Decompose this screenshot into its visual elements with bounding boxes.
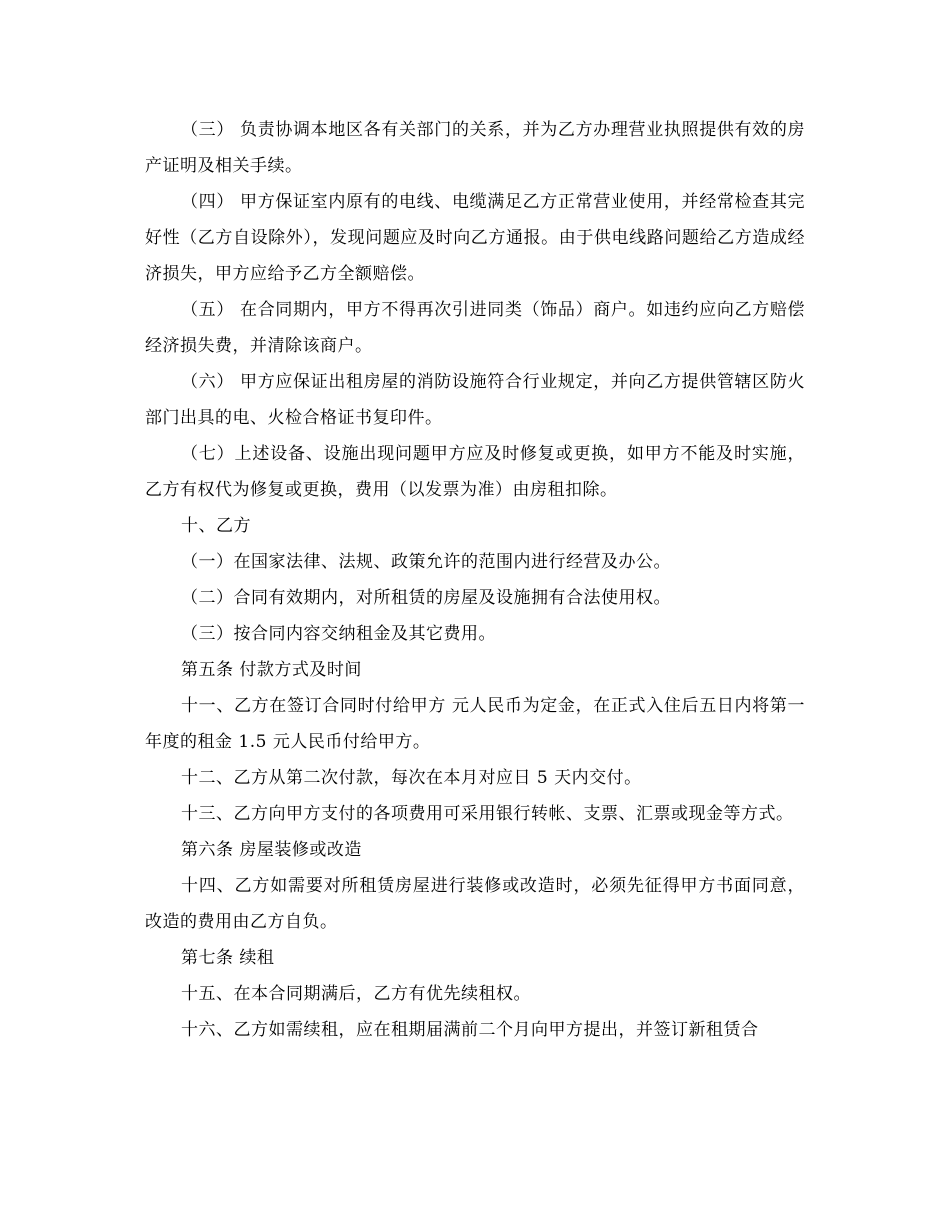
section-heading-party-b: 十、乙方 xyxy=(181,516,251,536)
paragraph-clause-3: （三） 负责协调本地区各有关部门的关系，并为乙方办理营业执照提供有效的房产证明及相关手续。 xyxy=(145,120,805,176)
article-heading-6: 第六条 房屋装修或改造 xyxy=(181,840,362,860)
paragraph-item-16: 十六、乙方如需续租，应在租期届满前二个月向甲方提出，并签订新租赁合 xyxy=(181,1020,759,1040)
paragraph-item-14: 十四、乙方如需要对所租赁房屋进行装修或改造时，必须先征得甲方书面同意，改造的费用由乙方自负。 xyxy=(145,876,805,932)
paragraph-clause-7: （七）上述设备、设施出现问题甲方应及时修复或更换，如甲方不能及时实施，乙方有权代为修复或更换，费用（以发票为准）由房租扣除。 xyxy=(145,444,805,500)
paragraph-item-12: 十二、乙方从第二次付款，每次在本月对应日 5 天内交付。 xyxy=(181,768,642,788)
paragraph-item-13: 十三、乙方向甲方支付的各项费用可采用银行转帐、支票、汇票或现金等方式。 xyxy=(181,804,794,824)
paragraph-party-b-1: （一）在国家法律、法规、政策允许的范围内进行经营及办公。 xyxy=(181,552,671,572)
paragraph-clause-5: （五） 在合同期内，甲方不得再次引进同类（饰品）商户。如违约应向乙方赔偿经济损失费，并清除该商户。 xyxy=(145,300,805,356)
paragraph-party-b-2: （二）合同有效期内，对所租赁的房屋及设施拥有合法使用权。 xyxy=(181,588,671,608)
document-body xyxy=(145,112,805,1048)
paragraph-clause-6: （六） 甲方应保证出租房屋的消防设施符合行业规定，并向乙方提供管辖区防火部门出具的电、火检合格证书复印件。 xyxy=(145,372,805,428)
paragraph-item-11: 十一、乙方在签订合同时付给甲方 元人民币为定金，在正式入住后五日内将第一年度的租金 1.5 元人民币付给甲方。 xyxy=(145,696,805,752)
article-heading-7: 第七条 续租 xyxy=(181,948,275,968)
paragraph-clause-4: （四） 甲方保证室内原有的电线、电缆满足乙方正常营业使用，并经常检查其完好性（乙方自设除外），发现问题应及时向乙方通报。由于供电线路问题给乙方造成经济损失，甲方应给予乙方全额赔偿。 xyxy=(145,192,805,284)
article-heading-5: 第五条 付款方式及时间 xyxy=(181,660,362,680)
paragraph-party-b-3: （三）按合同内容交纳租金及其它费用。 xyxy=(181,624,496,644)
paragraph-item-15: 十五、在本合同期满后，乙方有优先续租权。 xyxy=(181,984,531,1004)
